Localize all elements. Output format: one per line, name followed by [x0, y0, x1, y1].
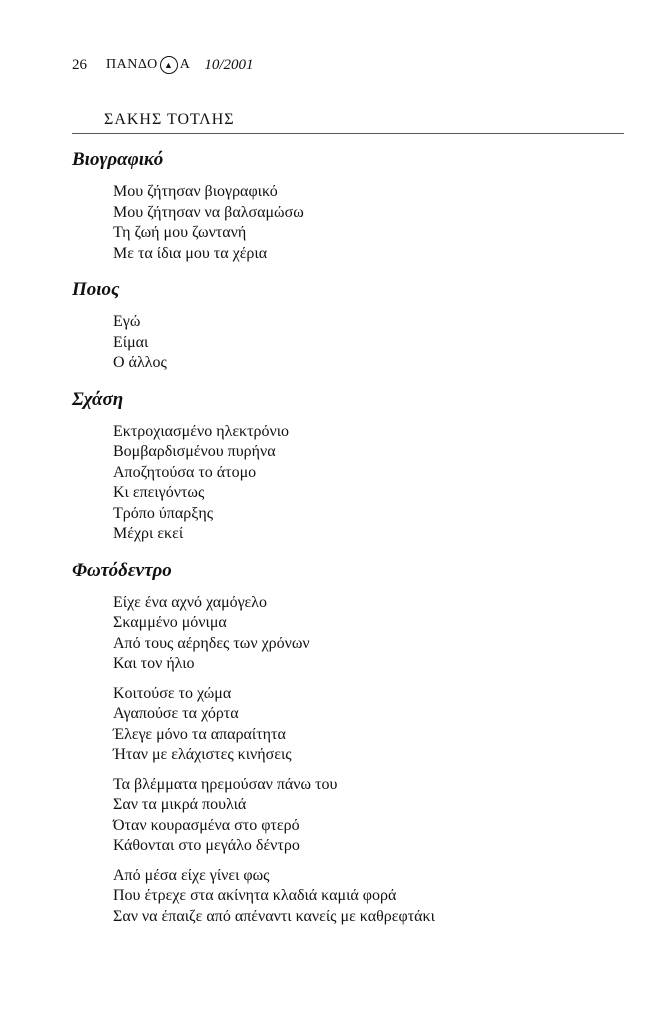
- header-rule: [72, 133, 624, 134]
- stanza: [113, 775, 632, 857]
- stanza: [113, 684, 632, 766]
- poem: [72, 148, 632, 264]
- poem-line: Είμαι: [113, 333, 149, 351]
- journal-logo-icon: ▲: [160, 56, 178, 74]
- poem-line: Και τον ήλιο: [113, 655, 195, 672]
- poem-line: Κοιτούσε το χώμα: [113, 684, 232, 702]
- poem: [72, 388, 632, 545]
- poem: [72, 278, 632, 374]
- poem-line: Τρόπο ύπαρξης: [113, 504, 214, 522]
- author-name: ΣΑΚΗΣ ΤΟΤΛΗΣ: [104, 111, 235, 128]
- journal-name-right: Α: [179, 57, 191, 72]
- journal-name-left: ΠΑΝΔΟ: [106, 57, 158, 72]
- journal-name: [106, 56, 190, 74]
- poem-line: Έλεγε μόνο τα απαραίτητα: [113, 725, 286, 743]
- poem-line: Σκαμμένο μόνιμα: [113, 614, 227, 631]
- running-header: [72, 54, 254, 76]
- stanza: [113, 866, 632, 928]
- issue-date: 10/2001: [204, 56, 254, 73]
- poem-line: Είχε ένα αχνό χαμόγελο: [113, 593, 267, 611]
- page-number: 26: [72, 56, 87, 73]
- poem-title: Φωτόδεντρο: [72, 559, 172, 581]
- poem-line: Τη ζωή μου ζωντανή: [113, 224, 247, 241]
- poem-line: Από μέσα είχε γίνει φως: [113, 866, 270, 884]
- poem-line: Αγαπούσε τα χόρτα: [113, 705, 239, 722]
- poem-line: Μέχρι εκεί: [113, 525, 184, 542]
- poem-line: Βομβαρδισμένου πυρήνα: [113, 443, 276, 460]
- poem-line: Εκτροχιασμένο ηλεκτρόνιο: [113, 422, 290, 440]
- poem-line: Εγώ: [113, 313, 141, 330]
- poem-line: Σαν τα μικρά πουλιά: [113, 796, 247, 813]
- stanza: [113, 312, 632, 374]
- stanza: [113, 182, 632, 264]
- poem-line: Με τα ίδια μου τα χέρια: [113, 244, 268, 262]
- poem: [72, 559, 632, 928]
- poem-line: Ήταν με ελάχιστες κινήσεις: [113, 746, 292, 763]
- poem-line: Μου ζήτησαν να βαλσαμώσω: [113, 203, 304, 221]
- poem-line: Όταν κουρασμένα στο φτερό: [113, 816, 300, 834]
- poem-line: Που έτρεχε στα ακίνητα κλαδιά καμιά φορά: [113, 887, 397, 904]
- poem-line: Μου ζήτησαν βιογραφικό: [113, 183, 278, 200]
- poem-title: Βιογραφικό: [72, 149, 164, 170]
- stanza: [113, 422, 632, 545]
- poem-title: Σχάση: [72, 388, 124, 410]
- poem-line: Τα βλέμματα ηρεμούσαν πάνω του: [113, 775, 338, 793]
- stanza: [113, 593, 632, 675]
- poem-line: Από τους αέρηδες των χρόνων: [113, 634, 310, 652]
- poem-title: Ποιος: [72, 279, 120, 300]
- poem-line: Ο άλλος: [113, 354, 167, 371]
- poem-line: Κι επειγόντως: [113, 484, 205, 501]
- poem-line: Αποζητούσα το άτομο: [113, 463, 257, 481]
- poem-line: Κάθονται στο μεγάλο δέντρο: [113, 837, 300, 854]
- poem-line: Σαν να έπαιζε από απέναντι κανείς με καθρεφτάκι: [113, 907, 435, 925]
- poems-container: [72, 148, 632, 941]
